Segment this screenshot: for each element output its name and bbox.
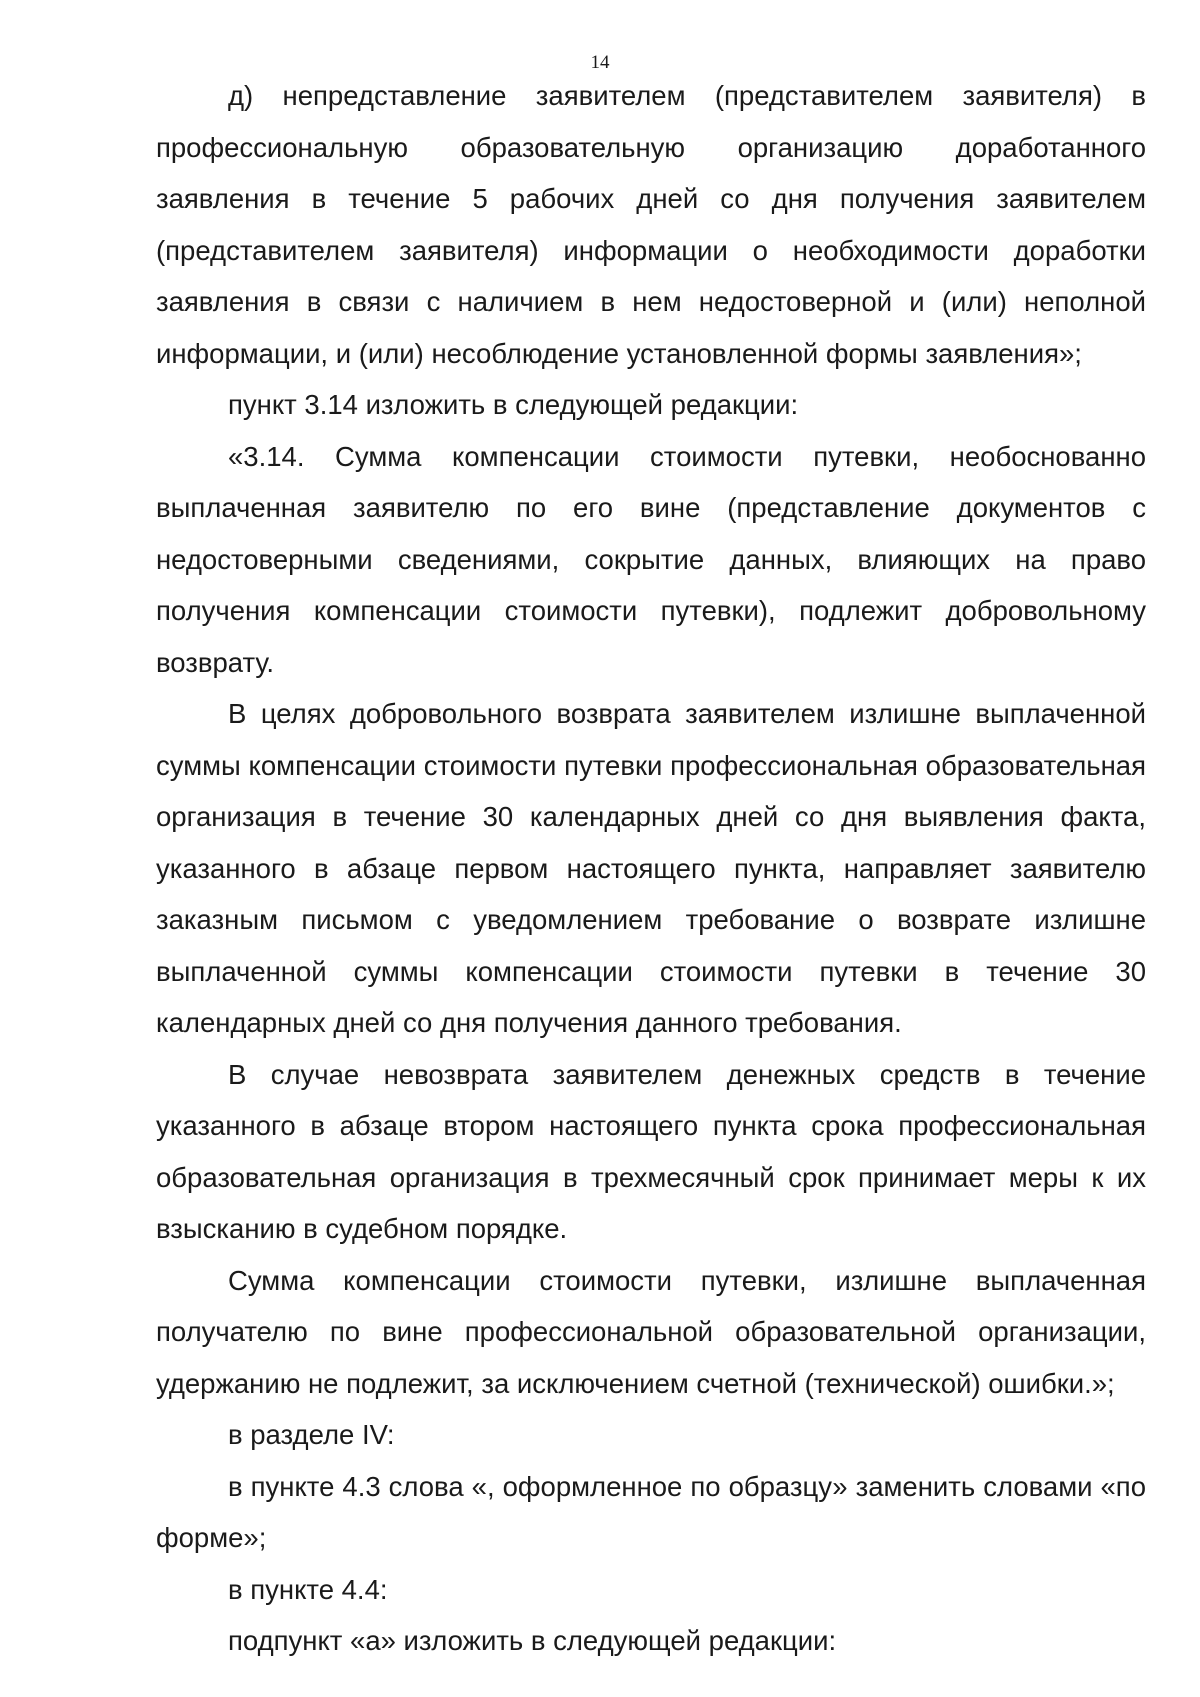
- paragraph: В целях добровольного возврата заявителем излишне выплаченной суммы компенсации стоимости путевки профессиональная образовательная организация в течение 30 календарных дней со дня выявления факта, указанного в абзаце первом настоящего пункта, направляет заявителю заказным письмом с уведомлением требование о возврате излишне выплаченной суммы компенсации стоимости путевки в течение 30 календарных дней со дня получения данного требования.: [156, 698, 1146, 1038]
- paragraph: подпункт «а» изложить в следующей редакции:: [228, 1625, 837, 1656]
- paragraph: в пункте 4.4:: [228, 1573, 388, 1605]
- paragraph: д) непредставление заявителем (представителем заявителя) в профессиональную образовательную организацию доработанного заявления в течение 5 рабочих дней со дня получения заявителем (представителем заявителя) информации о необходимости доработки заявления в связи с наличием в нем недостоверной и (или) неполной информации, и (или) несоблюдение установленной формы заявления»;: [156, 80, 1146, 369]
- paragraph: пункт 3.14 изложить в следующей редакции:: [228, 389, 799, 420]
- paragraph: «3.14. Сумма компенсации стоимости путевки, необоснованно выплаченная заявителю по его вине (представление документов с недостоверными сведениями, сокрытие данных, влияющих на право получения компенсации стоимости путевки), подлежит добровольному возврату.: [156, 440, 1146, 678]
- paragraph: в разделе IV:: [228, 1419, 395, 1450]
- paragraph: Сумма компенсации стоимости путевки, излишне выплаченная получателю по вине профессиональной образовательной организации, удержанию не подлежит, за исключением счетной (технической) ошибки.»;: [156, 1264, 1146, 1399]
- page-number: 14: [590, 52, 610, 73]
- paragraph: в пункте 4.3 слова «, оформленное по образцу» заменить словами «по форме»;: [156, 1470, 1146, 1553]
- document-body: [156, 70, 1146, 1667]
- paragraph: В случае невозврата заявителем денежных средств в течение указанного в абзаце втором настоящего пункта срока профессиональная образовательная организация в трехмесячный срок принимает меры к их взысканию в судебном порядке.: [156, 1058, 1146, 1244]
